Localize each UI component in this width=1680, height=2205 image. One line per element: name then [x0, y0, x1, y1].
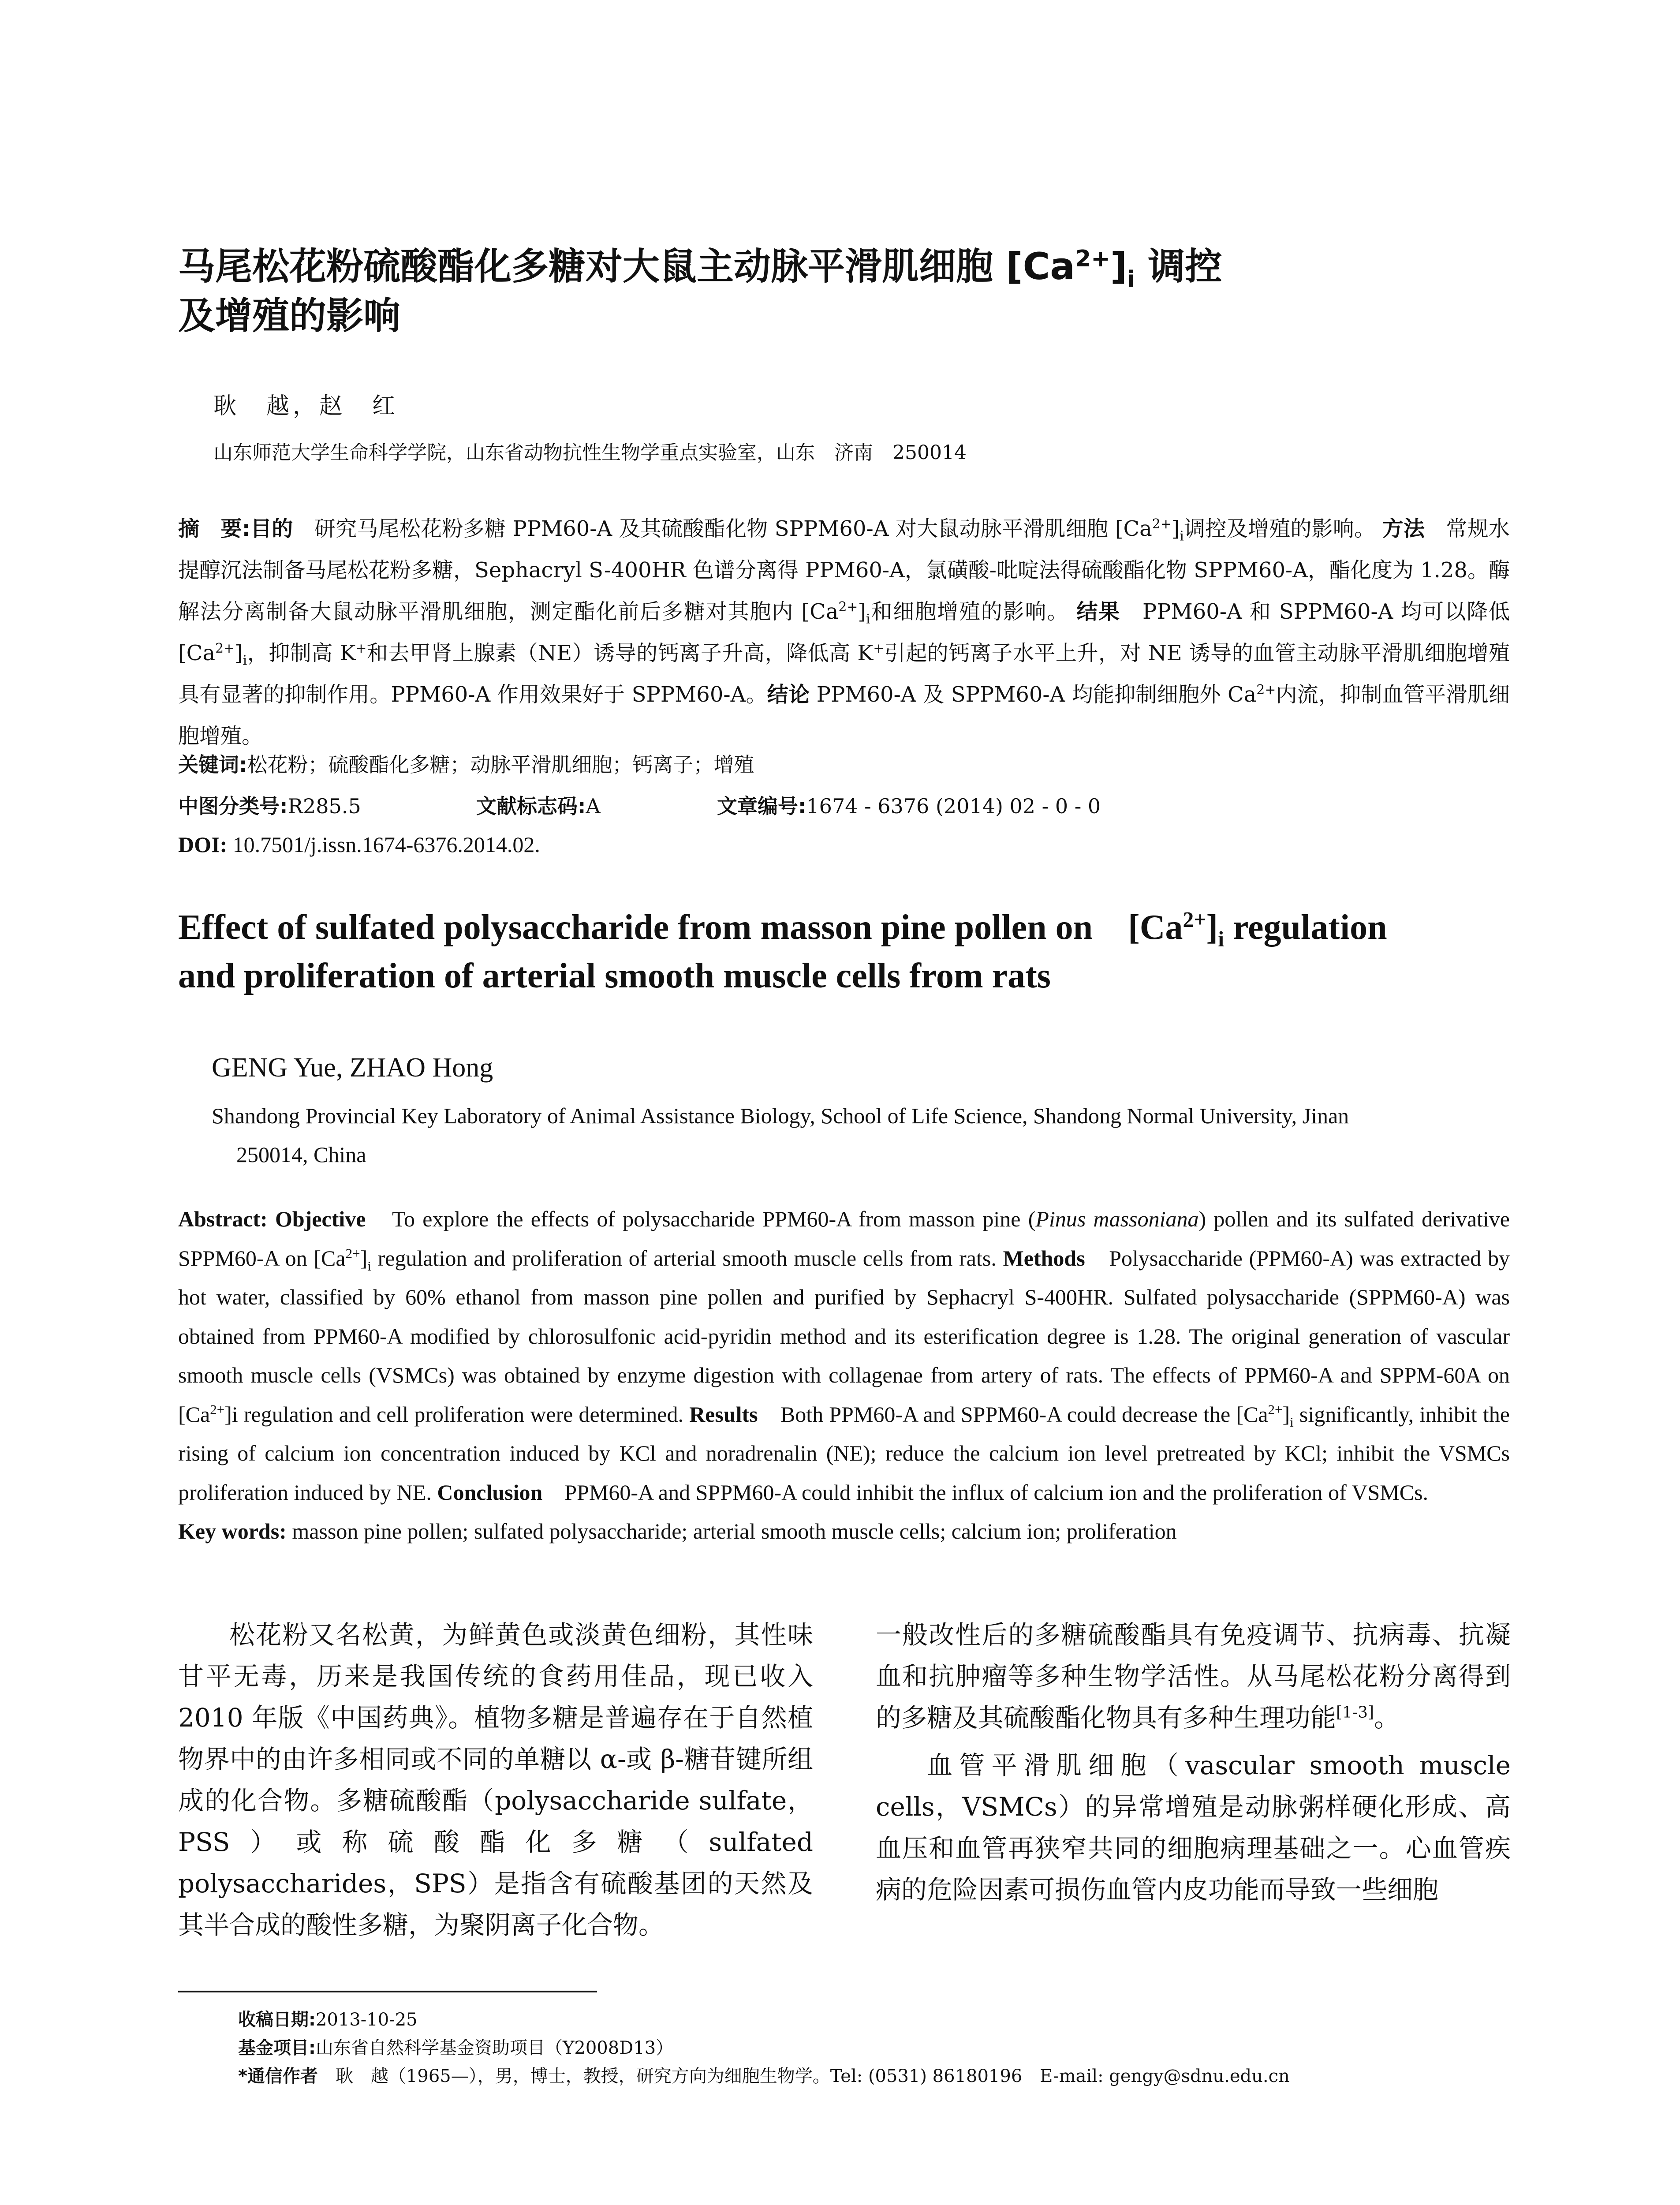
- authors-en: GENG Yue, ZHAO Hong: [212, 1053, 493, 1083]
- footnote-received: 收稿日期:2013-10-25: [238, 2010, 418, 2030]
- authors-cn: 耿 越，赵 红: [213, 393, 399, 419]
- title-en: [178, 903, 1519, 1000]
- title-cn: [178, 242, 1501, 340]
- methods-cn-label: 方法: [1382, 516, 1425, 541]
- title-cn-line2: 及增殖的影响: [178, 294, 401, 337]
- citation-ref: [1-3]: [1336, 1703, 1374, 1722]
- footnote-corresponding-author: *通信作者 耿 越（1965—），男，博士，教授，研究方向为细胞生物学。Tel: (0531) 86180196 E-mail: gengy@sdnu.edu.cn: [238, 2066, 1290, 2086]
- title-en-line2: and proliferation of arterial smooth muscle cells from rats: [178, 957, 1051, 995]
- abstract-cn-label: 摘 要:: [178, 516, 250, 541]
- document-code: 文献标志码:A: [476, 794, 601, 818]
- keywords-en: Key words: masson pine pollen; sulfated polysaccharide; arterial smooth muscle cells; calcium ion; proliferation: [178, 1519, 1177, 1544]
- affiliation-en: Shandong Provincial Key Laboratory of Animal Assistance Biology, School of Life Science, Shandong Normal University, Jinan 250014, China: [212, 1103, 1349, 1167]
- doi: DOI: 10.7501/j.issn.1674-6376.2014.02.: [178, 832, 540, 857]
- results-en-label: Results: [689, 1401, 758, 1427]
- affiliation-cn: 山东师范大学生命科学学院，山东省动物抗性生物学重点实验室，山东 济南 250014: [213, 441, 967, 464]
- footnote-fund: 基金项目:山东省自然科学基金资助项目（Y2008D13）: [238, 2038, 674, 2058]
- body-paragraph: 一般改性后的多糖硫酸酯具有免疫调节、抗病毒、抗凝血和抗肿瘤等多种生物学活性。从马尾松花粉分离得到的多糖及其硫酸酯化物具有多种生理功能[1-3]。: [876, 1620, 1511, 1733]
- abstract-en-label: Abstract: Objective: [178, 1207, 366, 1231]
- body-paragraph: 松花粉又名松黄，为鲜黄色或淡黄色细粉，其性味甘平无毒，历来是我国传统的食药用佳品，现已收入 2010 年版《中国药典》。植物多糖是普遍存在于自然植物界中的由许多相同或不同的单糖以 α-或 β-糖苷键所组成的化合物。多糖硫酸酯（polysaccharide sulfate，PSS）或称硫酸酯化多糖（sulfated polysaccharides，SPS）是指含有硫酸基团的天然及其半合成的酸性多糖，为聚阴离子化合物。: [178, 1620, 813, 1940]
- abstract-cn: 摘 要:目的 研究马尾松花粉多糖 PPM60-A 及其硫酸酯化物 SPPM60-A 对大鼠动脉平滑肌细胞 $[Ca^{2+}]_i$调控及增殖的影响。 方法 常规水提醇沉法制备马尾松花粉多糖，Sephacryl S-400HR 色谱分离得 PPM60-A，氯磺酸-吡啶法得硫酸酯化物 SPPM60-A，酯化度为 1.28。酶解法分离制备大鼠动脉平滑肌细胞，测定酯化前后多糖对其胞内 $[Ca^{2+}]_i$和细胞增殖的影响。 结果 PPM60-A 和 SPPM60-A 均可以降低 $[Ca^{2+}]_i$，抑制高 K+和去甲肾上腺素（NE）诱导的钙离子升高，降低高 K+引起的钙离子水平上升，对 NE 诱导的血管主动脉平滑肌细胞增殖具有显著的抑制作用。PPM60-A 作用效果好于 SPPM60-A。结论 PPM60-A 及 SPPM60-A 均能抑制细胞外 $Ca^{2+}$内流，抑制血管平滑肌细胞增殖。: [178, 516, 1510, 748]
- title-en-line1: Effect of sulfated polysaccharide from masson pine pollen on $[Ca^{2+}]_i$ regulation: [178, 907, 1387, 951]
- body-paragraph: 血管平滑肌细胞（vascular smooth muscle cells，VSMCs）的异常增殖是动脉粥样硬化形成、高血压和血管再狭窄共同的细胞病理基础之一。心血管疾病的危险因素可损伤血管内皮功能而导致一些细胞: [876, 1750, 1511, 1905]
- objective-cn-label: 目的: [250, 516, 293, 541]
- abstract-en: Abstract: Objective To explore the effects of polysaccharide PPM60-A from masson pine (Pinus massoniana) pollen and its sulfated derivative SPPM60-A on $[Ca^{2+}]_i$ regulation and proliferation of arterial smooth muscle cells from rats. Methods Polysaccharide (PPM60-A) was extracted by hot water, classified by 60% ethanol from masson pine pollen and purified by Sephacryl S-400HR. Sulfated polysaccharide (SPPM60-A) was obtained from PPM60-A modified by chlorosulfonic acid-pyridin method and its esterification degree is 1.28. The original generation of vascular smooth muscle cells (VSMCs) was obtained by enzyme digestion with collagenae from artery of rats. The effects of PPM60-A and SPPM-60A on $[Ca^{2+}]i$ regulation and cell proliferation were determined. Results Both PPM60-A and SPPM60-A could decrease the $[Ca^{2+}]_i$ significantly, inhibit the rising of calcium ion concentration induced by KCl and noradrenalin (NE); reduce the calcium ion level pretreated by KCl; inhibit the VSMCs proliferation induced by NE. Conclusion PPM60-A and SPPM60-A could inhibit the influx of calcium ion and the proliferation of VSMCs. Key words: masson pine pollen; sulfated polysaccharide; arterial smooth muscle cells; calcium ion; proliferation: [178, 1200, 1510, 1551]
- article-number: 文章编号:1674 - 6376 (2014) 02 - 0 - 0: [717, 794, 1101, 818]
- clc-number: 中图分类号:R285.5: [178, 794, 361, 818]
- conclusion-en-label: Conclusion: [437, 1480, 543, 1505]
- keywords-cn: 关键词:松花粉；硫酸酯化多糖；动脉平滑肌细胞；钙离子；增殖: [178, 753, 754, 777]
- conclusion-cn-label: 结论: [767, 682, 810, 707]
- species-name: Pinus massoniana: [1035, 1207, 1199, 1231]
- footnote-divider: [178, 1991, 597, 1992]
- title-cn-line1: 马尾松花粉硫酸酯化多糖对大鼠主动脉平滑肌细胞 $[Ca^{2+}]_i$ 调控: [178, 245, 1222, 293]
- body-column-left: [178, 1614, 813, 1946]
- results-cn-label: 结果: [1076, 599, 1121, 624]
- body-column-right: [876, 1614, 1511, 1910]
- methods-en-label: Methods: [1003, 1245, 1085, 1271]
